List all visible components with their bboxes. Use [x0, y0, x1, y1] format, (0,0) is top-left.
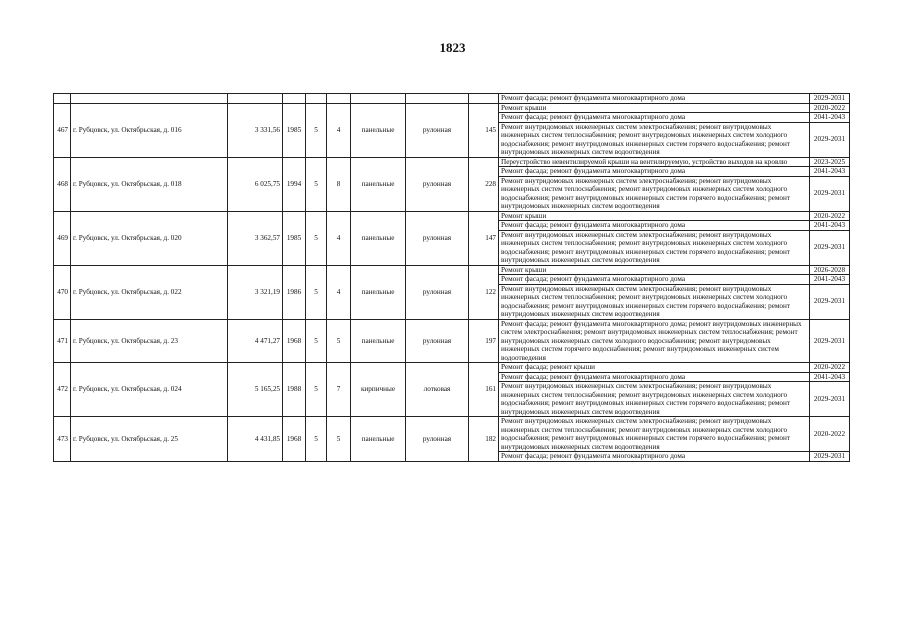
entrances-count: 5 — [327, 319, 351, 363]
work-name: Ремонт фасада; ремонт фундамента многоквартирного дома — [499, 167, 810, 177]
house-address: г. Рубцовск, ул. Октябрьская, д. 018 — [71, 157, 228, 211]
wall-material: панельные — [351, 417, 406, 462]
entrances-count: 7 — [327, 363, 351, 417]
build-year: 1994 — [283, 157, 306, 211]
floors-count: 5 — [306, 211, 327, 265]
build-year: 1985 — [283, 103, 306, 157]
roof-type: рулонная — [406, 319, 469, 363]
floors-count: 5 — [306, 319, 327, 363]
table-row — [54, 417, 850, 452]
work-period: 2041-2043 — [810, 113, 850, 123]
work-name: Ремонт фасада; ремонт фундамента многоквартирного дома — [499, 275, 810, 285]
roof-type: рулонная — [406, 417, 469, 462]
work-name: Ремонт фасада; ремонт фундамента многоквартирного дома — [499, 372, 810, 382]
work-period: 2029-2031 — [810, 230, 850, 265]
work-name: Ремонт фасада; ремонт крыши — [499, 363, 810, 373]
work-period: 2029-2031 — [810, 122, 850, 157]
work-name: Переустройство невентилируемой крыши на вентилируемую, устройство выходов на кровлю — [499, 157, 810, 167]
total-area: 3 362,57 — [228, 211, 283, 265]
apartments-count: 145 — [469, 103, 499, 157]
table-row — [54, 265, 850, 275]
row-number: 470 — [54, 265, 71, 319]
work-name: Ремонт крыши — [499, 103, 810, 113]
work-period: 2020-2022 — [810, 211, 850, 221]
work-period: 2026-2028 — [810, 265, 850, 275]
work-period: 2020-2022 — [810, 363, 850, 373]
roof-type: лотковая — [406, 363, 469, 417]
apartments-count: 228 — [469, 157, 499, 211]
apartments-count: 197 — [469, 319, 499, 363]
apartments-count: 147 — [469, 211, 499, 265]
work-period: 2041-2043 — [810, 275, 850, 285]
table-row — [54, 103, 850, 113]
page-number: 1823 — [439, 40, 466, 55]
wall-material: панельные — [351, 319, 406, 363]
wall-material: панельные — [351, 103, 406, 157]
house-address: г. Рубцовск, ул. Октябрьская, д. 020 — [71, 211, 228, 265]
work-period: 2029-2031 — [810, 176, 850, 211]
table-row — [54, 211, 850, 221]
total-area: 5 165,25 — [228, 363, 283, 417]
work-name: Ремонт внутридомовых инженерных систем электроснабжения; ремонт внутридомовых инженерных систем теплоснабжения; ремонт внутридомовых инженерных систем холодного водоснабжения; ремонт внутридомовых инженерных систем горячего водоснабжения; ремонт внутридомовых инженерных систем водоотведения — [499, 417, 810, 452]
work-period: 2020-2022 — [810, 417, 850, 452]
floors-count: 5 — [306, 265, 327, 319]
total-area: 3 331,56 — [228, 103, 283, 157]
table-row — [54, 363, 850, 373]
apartments-count: 122 — [469, 265, 499, 319]
floors-count: 5 — [306, 157, 327, 211]
work-name: Ремонт фасада; ремонт фундамента многоквартирного дома — [499, 113, 810, 123]
floors-count: 5 — [306, 417, 327, 462]
entrances-count: 4 — [327, 265, 351, 319]
roof-type: рулонная — [406, 103, 469, 157]
work-name: Ремонт внутридомовых инженерных систем электроснабжения; ремонт внутридомовых инженерных систем теплоснабжения; ремонт внутридомовых инженерных систем холодного водоснабжения; ремонт внутридомовых инженерных систем горячего водоснабжения; ремонт внутридомовых инженерных систем водоотведения — [499, 122, 810, 157]
table-body — [54, 94, 850, 462]
build-year: 1968 — [283, 417, 306, 462]
wall-material: кирпичные — [351, 363, 406, 417]
house-address: г. Рубцовск, ул. Октябрьская, д. 024 — [71, 363, 228, 417]
house-address: г. Рубцовск, ул. Октябрьская, д. 022 — [71, 265, 228, 319]
row-number: 471 — [54, 319, 71, 363]
roof-type: рулонная — [406, 157, 469, 211]
work-name: Ремонт фасада; ремонт фундамента многоквартирного дома — [499, 94, 810, 104]
work-period: 2041-2043 — [810, 372, 850, 382]
apartments-count: 161 — [469, 363, 499, 417]
work-name: Ремонт фасада; ремонт фундамента многоквартирного дома — [499, 221, 810, 231]
work-period: 2029-2031 — [810, 319, 850, 363]
build-year: 1988 — [283, 363, 306, 417]
work-period: 2029-2031 — [810, 452, 850, 462]
total-area: 6 025,75 — [228, 157, 283, 211]
work-period: 2020-2022 — [810, 103, 850, 113]
row-number: 467 — [54, 103, 71, 157]
work-period: 2029-2031 — [810, 94, 850, 104]
floors-count: 5 — [306, 363, 327, 417]
entrances-count: 4 — [327, 103, 351, 157]
work-name: Ремонт внутридомовых инженерных систем электроснабжения; ремонт внутридомовых инженерных систем теплоснабжения; ремонт внутридомовых инженерных систем холодного водоснабжения; ремонт внутридомовых инженерных систем горячего водоснабжения; ремонт внутридомовых инженерных систем водоотведения — [499, 176, 810, 211]
work-name: Ремонт внутридомовых инженерных систем электроснабжения; ремонт внутридомовых инженерных систем теплоснабжения; ремонт внутридомовых инженерных систем холодного водоснабжения; ремонт внутридомовых инженерных систем горячего водоснабжения; ремонт внутридомовых инженерных систем водоотведения — [499, 230, 810, 265]
capital-repair-table — [53, 93, 850, 462]
row-number: 468 — [54, 157, 71, 211]
work-name: Ремонт крыши — [499, 211, 810, 221]
roof-type: рулонная — [406, 211, 469, 265]
work-period: 2029-2031 — [810, 284, 850, 319]
house-address: г. Рубцовск, ул. Октябрьская, д. 25 — [71, 417, 228, 462]
wall-material: панельные — [351, 157, 406, 211]
build-year: 1986 — [283, 265, 306, 319]
work-period: 2023-2025 — [810, 157, 850, 167]
floors-count: 5 — [306, 103, 327, 157]
entrances-count: 4 — [327, 211, 351, 265]
work-name: Ремонт внутридомовых инженерных систем электроснабжения; ремонт внутридомовых инженерных систем теплоснабжения; ремонт внутридомовых инженерных систем холодного водоснабжения; ремонт внутридомовых инженерных систем горячего водоснабжения; ремонт внутридомовых инженерных систем водоотведения — [499, 382, 810, 417]
wall-material: панельные — [351, 211, 406, 265]
row-number: 469 — [54, 211, 71, 265]
work-name: Ремонт фасада; ремонт фундамента многоквартирного дома; ремонт внутридомовых инженерных систем электроснабжения; ремонт внутридомовых инженерных систем теплоснабжения; ремонт внутридомовых инженерных систем холодного водоснабжения; ремонт внутридомовых инженерных систем горячего водоснабжения; ремонт внутридомовых инженерных систем водоотведения — [499, 319, 810, 363]
total-area: 4 471,27 — [228, 319, 283, 363]
entrances-count: 8 — [327, 157, 351, 211]
table-row — [54, 157, 850, 167]
total-area: 3 321,19 — [228, 265, 283, 319]
total-area: 4 431,85 — [228, 417, 283, 462]
wall-material: панельные — [351, 265, 406, 319]
table-top-row — [54, 94, 850, 104]
row-number: 473 — [54, 417, 71, 462]
house-address: г. Рубцовск, ул. Октябрьская, д. 23 — [71, 319, 228, 363]
work-name: Ремонт фасада; ремонт фундамента многоквартирного дома — [499, 452, 810, 462]
entrances-count: 5 — [327, 417, 351, 462]
roof-type: рулонная — [406, 265, 469, 319]
work-period: 2029-2031 — [810, 382, 850, 417]
apartments-count: 182 — [469, 417, 499, 462]
build-year: 1985 — [283, 211, 306, 265]
work-period: 2041-2043 — [810, 167, 850, 177]
house-address: г. Рубцовск, ул. Октябрьская, д. 016 — [71, 103, 228, 157]
build-year: 1968 — [283, 319, 306, 363]
work-name: Ремонт внутридомовых инженерных систем электроснабжения; ремонт внутридомовых инженерных систем теплоснабжения; ремонт внутридомовых инженерных систем холодного водоснабжения; ремонт внутридомовых инженерных систем горячего водоснабжения; ремонт внутридомовых инженерных систем водоотведения — [499, 284, 810, 319]
table-row — [54, 319, 850, 363]
work-period: 2041-2043 — [810, 221, 850, 231]
row-number: 472 — [54, 363, 71, 417]
work-name: Ремонт крыши — [499, 265, 810, 275]
